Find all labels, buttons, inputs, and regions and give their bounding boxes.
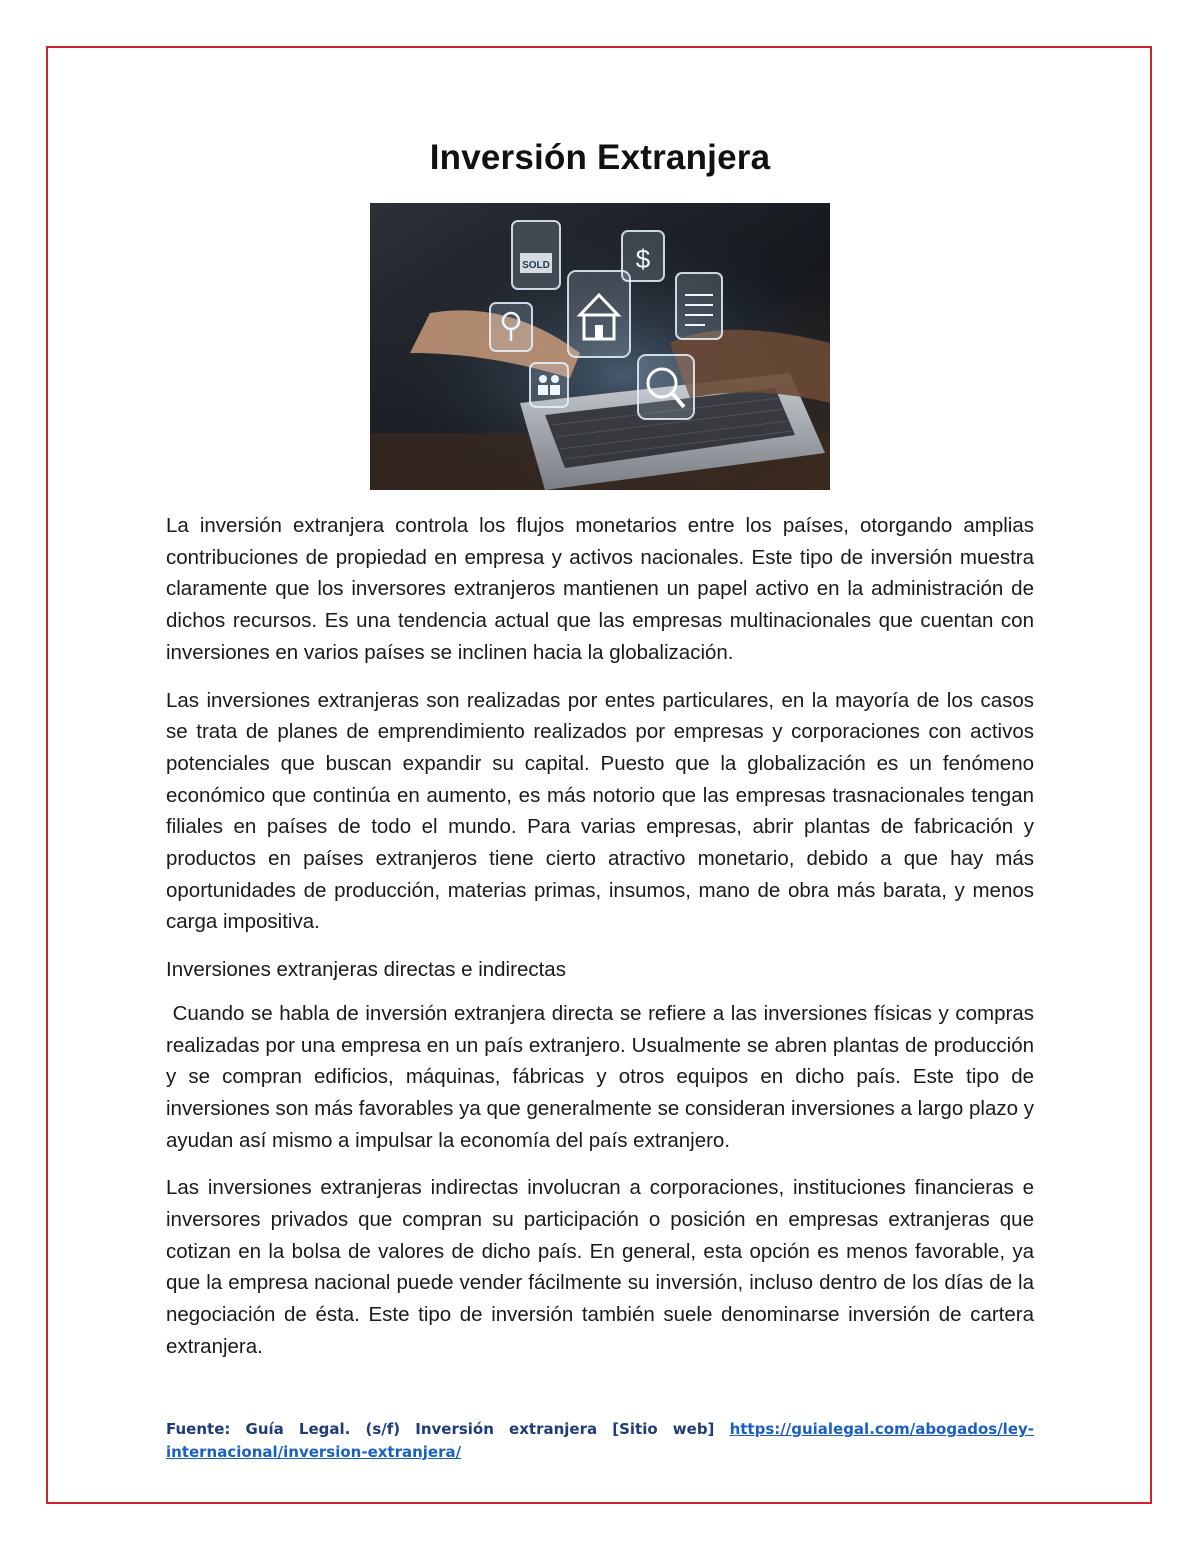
dollar-badge: $ [635, 244, 651, 274]
paragraph-context: Las inversiones extranjeras son realizadas por entes particulares, en la mayoría de los casos se trata de planes de emprendimiento realizados por empresas y corporaciones con activos potenciales que buscan expandir su capital. Puesto que la globalización es un fenómeno económico que continúa en aumento, es más notorio que las empresas trasnacionales tengan filiales en países de todo el mundo. Para varias empresas, abrir plantas de fabricación y productos en países extranjeros tiene cierto atractivo monetario, debido a que hay más oportunidades de producción, materias primas, insumos, mano de obra más barata, y menos carga impositiva. [166, 688, 1034, 934]
laptop-investment-illustration [370, 203, 830, 490]
source-label: Fuente: Guía Legal. (s/f) Inversión extranjera [Sitio web] [166, 1420, 715, 1438]
source-citation [166, 1418, 1034, 1464]
paragraph-intro: La inversión extranjera controla los flujos monetarios entre los países, otorgando amplias contribuciones de propiedad en empresa y activos nacionales. Este tipo de inversión muestra claramente que los inversores extranjeros mantienen un papel activo en la administración de dichos recursos. Es una tendencia actual que las empresas multinacionales que cuentan con inversiones en varios países se inclinen hacia la globalización. [166, 514, 1034, 664]
source-link[interactable]: https://guialegal.com/abogados/ley-internacional/inversion-extranjera/ [166, 1420, 1034, 1461]
sold-badge: SOLD [522, 260, 550, 271]
article-body [166, 510, 1040, 1379]
document-title: Inversión Extranjera [429, 138, 771, 177]
section-subheading: Inversiones extranjeras directas e indirectas [166, 958, 566, 982]
paragraph-direct-investment: Cuando se habla de inversión extranjera directa se refiere a las inversiones físicas y compras realizadas por una empresa en un país extranjero. Usualmente se abren plantas de producción y se compran edificios, máquinas, fábricas y otros equipos en dicho país. Este tipo de inversiones son más favorables ya que generalmente se consideran inversiones a largo plazo y ayudan así mismo a impulsar la economía del país extranjero. [166, 1001, 1040, 1152]
hero-image [370, 203, 830, 490]
paragraph-indirect-investment: Las inversiones extranjeras indirectas involucran a corporaciones, instituciones financieras e inversores privados que compran su participación o posición en empresas extranjeras que cotizan en la bolsa de valores de dicho país. En general, esta opción es menos favorable, ya que la empresa nacional puede vender fácilmente su inversión, incluso dentro de los días de la negociación de ésta. Este tipo de inversión también suele denominarse inversión de cartera extranjera. [166, 1176, 1034, 1358]
